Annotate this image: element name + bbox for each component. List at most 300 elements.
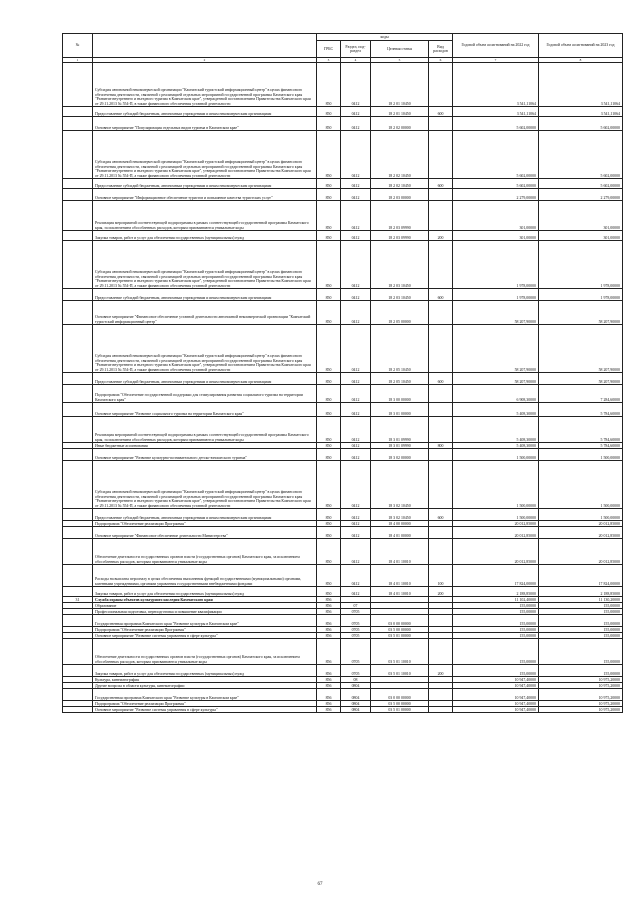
table-row <box>63 403 623 417</box>
cell-num <box>63 417 93 443</box>
cell-v2: 7 284,60000 <box>539 385 623 403</box>
cell-name: Расходы на выплаты персоналу в целях обеспечения выполнения функций государственными (муниципальными) органами, казенными учреждениями, органами управления государственными внебюджетными фондами <box>93 565 317 587</box>
cell-grbs: 850 <box>317 521 341 527</box>
cell-v1: 10 947,40000 <box>453 707 539 713</box>
cell-v1: 3 541,11064 <box>453 107 539 117</box>
cell-name: Субсидия автономной некоммерческой организации "Камчатский туристский информационный центр" в целях финансового обеспечения деятельности, связанной с реализацией отдельных мероприятий государственной программы Камчатского края "Развитие внутреннего и въездного туризма в Камчатском крае", утвержденной постановлением Правительства Камчатского края от 29.11.2013 № 554-П, в также финансового обеспечения уставной деятельности <box>93 63 317 107</box>
cell-name: Предоставление субсидий бюджетным, автономным учреждениям и иным некоммерческим организациям <box>93 289 317 301</box>
colnum: 8 <box>539 58 623 63</box>
cell-csr: 18 2 05 10450 <box>371 325 429 373</box>
cell-grbs: 856 <box>317 633 341 639</box>
cell-v2: 20 012,85000 <box>539 539 623 565</box>
cell-name: Обеспечение деятельности государственных органов власти (государственных органов) Камчатского края, за исключением обособленных расходов, которым присваиваются уникальные коды <box>93 539 317 565</box>
cell-v1: 155,00000 <box>453 609 539 615</box>
cell-name: Основное мероприятие "Развитие системы управления в сфере культуры" <box>93 633 317 639</box>
cell-rz: 0804 <box>341 683 371 689</box>
cell-rz: 0412 <box>341 587 371 597</box>
cell-grbs: 850 <box>317 509 341 521</box>
cell-name: Культура, кинематография <box>93 677 317 683</box>
cell-csr: 18 2 05 10450 <box>371 373 429 385</box>
cell-name: Предоставление субсидий бюджетным, автономным учреждениям и иным некоммерческим организациям <box>93 509 317 521</box>
cell-vr: 600 <box>429 107 453 117</box>
table-row <box>63 373 623 385</box>
cell-grbs: 856 <box>317 627 341 633</box>
cell-rz: 0412 <box>341 461 371 509</box>
cell-name: Государственная программа Камчатского края "Развитие культуры в Камчатском крае" <box>93 615 317 627</box>
cell-grbs: 856 <box>317 707 341 713</box>
colnum: 6 <box>429 58 453 63</box>
cell-csr: 18 3 01 00000 <box>371 403 429 417</box>
cell-csr: 18 2 03 10450 <box>371 241 429 289</box>
cell-rz: 0705 <box>341 615 371 627</box>
cell-name: Основное мероприятие "Развитие системы управления в сфере культуры" <box>93 707 317 713</box>
cell-v1: 1 500,00000 <box>453 461 539 509</box>
cell-rz: 0412 <box>341 131 371 179</box>
cell-v1: 155,00000 <box>453 603 539 609</box>
cell-num <box>63 231 93 241</box>
cell-vr: 100 <box>429 565 453 587</box>
cell-rz: 0412 <box>341 241 371 289</box>
cell-rz: 0412 <box>341 325 371 373</box>
colnum: 7 <box>453 58 539 63</box>
cell-rz: 0412 <box>341 385 371 403</box>
cell-csr: 18 2 03 09990 <box>371 231 429 241</box>
header-codes: коды <box>317 34 453 41</box>
cell-grbs: 856 <box>317 639 341 665</box>
cell-grbs: 850 <box>317 301 341 325</box>
header-row-top <box>63 34 623 41</box>
cell-grbs: 856 <box>317 597 341 603</box>
cell-grbs: 850 <box>317 449 341 461</box>
table-row <box>63 565 623 587</box>
cell-csr: 18 2 03 09990 <box>371 201 429 231</box>
cell-csr: 18 4 01 00000 <box>371 527 429 539</box>
cell-name: Иные бюджетные ассигнования <box>93 443 317 449</box>
cell-num <box>63 527 93 539</box>
cell-num <box>63 241 93 289</box>
cell-v1: 5 602,00000 <box>453 131 539 179</box>
cell-rz: 0412 <box>341 189 371 201</box>
cell-num <box>63 289 93 301</box>
cell-rz: 0412 <box>341 373 371 385</box>
cell-grbs: 850 <box>317 565 341 587</box>
cell-rz: 0412 <box>341 231 371 241</box>
cell-name: Предоставление субсидий бюджетным, автономным учреждениям и иным некоммерческим организациям <box>93 373 317 385</box>
table-row <box>63 417 623 443</box>
cell-num <box>63 131 93 179</box>
cell-v2: 155,00000 <box>539 627 623 633</box>
table-row <box>63 587 623 597</box>
cell-vr <box>429 403 453 417</box>
cell-v2: 1 978,00000 <box>539 289 623 301</box>
cell-v2: 11 130,20000 <box>539 597 623 603</box>
cell-grbs: 850 <box>317 403 341 417</box>
table-row <box>63 131 623 179</box>
header-csr: Целевая статья <box>371 41 429 58</box>
cell-grbs: 850 <box>317 63 341 107</box>
cell-rz: 08 <box>341 677 371 683</box>
cell-v2: 10 975,20000 <box>539 683 623 689</box>
cell-rz: 0412 <box>341 403 371 417</box>
cell-name: Закупка товаров, работ и услуг для обеспечения государственных (муниципальных) нужд <box>93 587 317 597</box>
cell-v2: 10 975,20000 <box>539 677 623 683</box>
cell-name: Субсидия автономной некоммерческой организации "Камчатский туристский информационный центр" в целях финансового обеспечения деятельности, связанной с реализацией отдельных мероприятий государственной программы Камчатского края "Развитие внутреннего и въездного туризма в Камчатском крае", утвержденной постановлением Правительства Камчатского края от 29.11.2013 № 554-П, а также финансового обеспечения уставной деятельности <box>93 241 317 289</box>
cell-vr: 600 <box>429 509 453 521</box>
cell-csr: 18 2 02 10450 <box>371 131 429 179</box>
cell-name: Основное мероприятие "Развитие культурно-познавательного детско-юношеского туризма" <box>93 449 317 461</box>
cell-csr: 18 2 02 10450 <box>371 179 429 189</box>
cell-rz: 0804 <box>341 707 371 713</box>
cell-grbs: 856 <box>317 689 341 701</box>
table-row <box>63 707 623 713</box>
cell-v2: 155,00000 <box>539 609 623 615</box>
cell-v2: 58 207,90000 <box>539 301 623 325</box>
cell-v2: 1 500,00000 <box>539 461 623 509</box>
cell-grbs: 850 <box>317 587 341 597</box>
page-number: 67 <box>317 882 323 887</box>
cell-rz: 07 <box>341 603 371 609</box>
cell-v2: 1 978,00000 <box>539 241 623 289</box>
cell-rz: 0804 <box>341 701 371 707</box>
cell-grbs: 850 <box>317 189 341 201</box>
cell-v1: 17 824,00000 <box>453 565 539 587</box>
cell-v1: 5 602,00000 <box>453 117 539 131</box>
cell-csr: 18 3 02 10450 <box>371 461 429 509</box>
cell-v2: 301,00000 <box>539 201 623 231</box>
header-vr: Вид расходов <box>429 41 453 58</box>
cell-v2: 1 500,00000 <box>539 509 623 521</box>
cell-v2: 58 207,90000 <box>539 373 623 385</box>
cell-v2: 10 975,20000 <box>539 701 623 707</box>
cell-csr: 03 0 00 00000 <box>371 689 429 701</box>
cell-csr: 03 5 00 00000 <box>371 627 429 633</box>
cell-v2: 5 784,60000 <box>539 443 623 449</box>
cell-grbs: 856 <box>317 665 341 677</box>
cell-v1: 58 207,90000 <box>453 301 539 325</box>
cell-grbs: 856 <box>317 701 341 707</box>
cell-rz: 0412 <box>341 509 371 521</box>
cell-v2: 3 541,11064 <box>539 107 623 117</box>
cell-v1: 155,00000 <box>453 615 539 627</box>
cell-v1: 155,00000 <box>453 633 539 639</box>
table-row <box>63 201 623 231</box>
table-row <box>63 461 623 509</box>
table-row <box>63 527 623 539</box>
cell-num <box>63 301 93 325</box>
cell-csr: 18 2 01 10450 <box>371 63 429 107</box>
cell-name: Закупка товаров, работ и услуг для обеспечения государственных (муниципальных) нужд <box>93 231 317 241</box>
cell-v2: 1 500,00000 <box>539 449 623 461</box>
cell-rz: 0412 <box>341 179 371 189</box>
cell-num <box>63 639 93 665</box>
cell-name: Основное мероприятие "Финансовое обеспечение деятельности Министерства" <box>93 527 317 539</box>
cell-name: Основное мероприятие "Финансовое обеспечение уставной деятельности автономной некоммерческой организации "Камчатский туристский информационный центр" <box>93 301 317 325</box>
cell-rz: 0705 <box>341 633 371 639</box>
cell-grbs: 850 <box>317 231 341 241</box>
cell-vr: 600 <box>429 289 453 301</box>
cell-vr: 800 <box>429 443 453 449</box>
header-2022: Годовой объем ассигнований на 2022 год <box>453 34 539 58</box>
cell-grbs: 850 <box>317 179 341 189</box>
cell-v1: 10 947,40000 <box>453 677 539 683</box>
header-razdel: Раздел, под-раздел <box>341 41 371 58</box>
cell-v1: 20 012,85000 <box>453 527 539 539</box>
cell-vr: 200 <box>429 665 453 677</box>
cell-rz: 0705 <box>341 627 371 633</box>
cell-num <box>63 449 93 461</box>
cell-v1: 1 500,00000 <box>453 509 539 521</box>
cell-v2: 155,00000 <box>539 603 623 609</box>
cell-num <box>63 189 93 201</box>
table-row <box>63 325 623 373</box>
cell-name: Основное мероприятие "Развитие социального туризма на территории Камчатского края" <box>93 403 317 417</box>
cell-v1: 10 947,40000 <box>453 683 539 689</box>
cell-num <box>63 107 93 117</box>
header-2023: Годовой объем ассигнований на 2023 год <box>539 34 623 58</box>
cell-num <box>63 403 93 417</box>
cell-v2: 20 012,85000 <box>539 527 623 539</box>
cell-rz: 0412 <box>341 539 371 565</box>
table-row <box>63 189 623 201</box>
cell-grbs: 850 <box>317 107 341 117</box>
cell-csr: 03 5 01 00000 <box>371 707 429 713</box>
table-body <box>63 63 623 713</box>
cell-grbs: 850 <box>317 325 341 373</box>
cell-vr <box>429 131 453 179</box>
cell-rz: 0412 <box>341 107 371 117</box>
cell-grbs: 850 <box>317 289 341 301</box>
cell-v2: 5 602,00000 <box>539 117 623 131</box>
cell-csr: 18 2 02 00000 <box>371 117 429 131</box>
cell-v2: 301,00000 <box>539 231 623 241</box>
cell-num <box>63 179 93 189</box>
cell-vr <box>429 117 453 131</box>
table-row <box>63 509 623 521</box>
cell-grbs: 850 <box>317 527 341 539</box>
cell-v1: 20 012,85000 <box>453 521 539 527</box>
cell-v2: 5 784,60000 <box>539 403 623 417</box>
cell-rz: 0412 <box>341 301 371 325</box>
cell-v2: 2 188,85000 <box>539 587 623 597</box>
cell-grbs: 856 <box>317 683 341 689</box>
cell-v1: 5 408,30000 <box>453 417 539 443</box>
cell-v1: 301,00000 <box>453 201 539 231</box>
cell-v1: 155,00000 <box>453 627 539 633</box>
cell-num <box>63 509 93 521</box>
cell-rz: 0412 <box>341 201 371 231</box>
cell-grbs: 850 <box>317 385 341 403</box>
cell-vr: 600 <box>429 179 453 189</box>
cell-v2: 5 602,00000 <box>539 131 623 179</box>
table-row <box>63 639 623 665</box>
cell-vr: 200 <box>429 587 453 597</box>
cell-vr <box>429 385 453 403</box>
cell-v1: 6 908,30000 <box>453 385 539 403</box>
cell-v2: 58 207,90000 <box>539 325 623 373</box>
cell-v1: 301,00000 <box>453 231 539 241</box>
cell-v2: 155,00000 <box>539 665 623 677</box>
table-row <box>63 63 623 107</box>
cell-grbs: 850 <box>317 373 341 385</box>
cell-name: Предоставление субсидий бюджетным, автономным учреждениям и иным некоммерческим организациям <box>93 107 317 117</box>
colnum: 5 <box>371 58 429 63</box>
cell-grbs: 850 <box>317 443 341 449</box>
cell-name: Подпрограмма "Обеспечение государственной поддержки для стимулирования развития социального туризма на территории Камчатского края" <box>93 385 317 403</box>
cell-vr <box>429 241 453 289</box>
cell-vr <box>429 689 453 701</box>
cell-vr: 200 <box>429 231 453 241</box>
colnum: 3 <box>317 58 341 63</box>
cell-name: Профессиональная подготовка, переподготовка и повышение квалификации <box>93 609 317 615</box>
cell-csr: 03 5 01 00000 <box>371 633 429 639</box>
cell-v2: 5 602,00000 <box>539 179 623 189</box>
table-row <box>63 301 623 325</box>
table-row <box>63 689 623 701</box>
cell-grbs: 850 <box>317 201 341 231</box>
cell-num <box>63 587 93 597</box>
colnum: 4 <box>341 58 371 63</box>
cell-grbs: 850 <box>317 461 341 509</box>
cell-vr <box>429 615 453 627</box>
cell-rz: 0412 <box>341 565 371 587</box>
cell-csr: 18 2 05 00000 <box>371 301 429 325</box>
cell-name: Субсидия автономной некоммерческой организации "Камчатский туристский информационный центр" в целях финансового обеспечения деятельности, связанной с реализацией отдельных мероприятий государственной программы Камчатского края "Развитие внутреннего и въездного туризма в Камчатском крае", утвержденной постановлением Правительства Камчатского края от 29.11.2013 № 554-П, а также финансового обеспечения уставной деятельности <box>93 461 317 509</box>
cell-grbs: 850 <box>317 539 341 565</box>
table-row <box>63 449 623 461</box>
cell-v1: 58 207,90000 <box>453 373 539 385</box>
cell-num <box>63 461 93 509</box>
cell-vr <box>429 417 453 443</box>
cell-vr <box>429 189 453 201</box>
cell-rz: 0412 <box>341 449 371 461</box>
cell-csr: 18 4 01 10010 <box>371 539 429 565</box>
cell-v1: 20 012,85000 <box>453 539 539 565</box>
cell-rz: 0412 <box>341 521 371 527</box>
cell-v2: 5 784,60000 <box>539 417 623 443</box>
cell-name: Подпрограмма "Обеспечение реализации Программы" <box>93 627 317 633</box>
cell-rz: 0705 <box>341 639 371 665</box>
cell-num <box>63 325 93 373</box>
cell-v1: 155,00000 <box>453 665 539 677</box>
cell-grbs: 850 <box>317 241 341 289</box>
cell-vr <box>429 539 453 565</box>
cell-v2: 3 541,11064 <box>539 63 623 107</box>
cell-csr: 03 5 00 00000 <box>371 701 429 707</box>
cell-num <box>63 689 93 701</box>
cell-vr <box>429 301 453 325</box>
cell-name: Основное мероприятие "Популяризация отдельных видов туризма в Камчатском крае" <box>93 117 317 131</box>
cell-v1: 155,00000 <box>453 639 539 665</box>
cell-rz: 0412 <box>341 417 371 443</box>
header-grbs: ГРБС <box>317 41 341 58</box>
cell-v2: 155,00000 <box>539 615 623 627</box>
cell-name: Подпрограмма "Обеспечение реализации Программы" <box>93 521 317 527</box>
cell-csr: 18 3 01 09990 <box>371 417 429 443</box>
cell-num <box>63 615 93 627</box>
colnum: 2 <box>93 58 317 63</box>
cell-v1: 3 541,11064 <box>453 63 539 107</box>
cell-csr: 18 3 02 10450 <box>371 509 429 521</box>
cell-v1: 1 978,00000 <box>453 289 539 301</box>
cell-rz: 0705 <box>341 665 371 677</box>
cell-csr: 18 3 01 09990 <box>371 443 429 449</box>
cell-csr: 18 3 02 00000 <box>371 449 429 461</box>
table-row <box>63 231 623 241</box>
cell-v2: 2 279,00000 <box>539 189 623 201</box>
cell-grbs: 850 <box>317 131 341 179</box>
cell-num <box>63 539 93 565</box>
cell-v2: 17 824,00000 <box>539 565 623 587</box>
cell-v2: 20 012,85000 <box>539 521 623 527</box>
cell-v1: 2 188,85000 <box>453 587 539 597</box>
cell-csr: 03 5 01 10010 <box>371 639 429 665</box>
table-row <box>63 665 623 677</box>
cell-v2: 155,00000 <box>539 639 623 665</box>
cell-vr <box>429 707 453 713</box>
cell-vr <box>429 461 453 509</box>
cell-grbs: 850 <box>317 117 341 131</box>
cell-vr <box>429 639 453 665</box>
cell-name: Закупка товаров, работ и услуг для обеспечения государственных (муниципальных) нужд <box>93 665 317 677</box>
table-row <box>63 539 623 565</box>
cell-vr: 600 <box>429 373 453 385</box>
cell-csr: 18 4 00 00000 <box>371 521 429 527</box>
cell-vr <box>429 325 453 373</box>
budget-table <box>62 33 623 713</box>
cell-vr <box>429 201 453 231</box>
cell-name: Государственная программа Камчатского края "Развитие культуры в Камчатском крае" <box>93 689 317 701</box>
cell-name: Обеспечение деятельности государственных органов власти (государственных органов) Камчатского края, за исключением обособленных расходов, которым присваиваются уникальные коды <box>93 639 317 665</box>
table-row <box>63 289 623 301</box>
cell-v1: 5 408,30000 <box>453 443 539 449</box>
cell-num <box>63 117 93 131</box>
cell-name: Субсидия автономной некоммерческой организации "Камчатский туристский информационный центр" в целях финансового обеспечения деятельности, связанной с реализацией отдельных мероприятий государственной программы Камчатского края "Развитие внутреннего и въездного туризма в Камчатском крае", утвержденной постановлением Правительства Камчатского края от 29.11.2013 № 554-П, а также финансового обеспечения уставной деятельности <box>93 131 317 179</box>
cell-csr: 03 0 00 00000 <box>371 615 429 627</box>
table-row <box>63 107 623 117</box>
cell-v1: 11 102,40000 <box>453 597 539 603</box>
cell-name: Субсидия автономной некоммерческой организации "Камчатский туристский информационный центр" в целях финансового обеспечения деятельности, связанной с реализацией отдельных мероприятий государственной программы Камчатского края "Развитие внутреннего и въездного туризма в Камчатском крае", утвержденной постановлением Правительства Камчатского края от 29.11.2013 № 554-П, а также финансового обеспечения уставной деятельности <box>93 325 317 373</box>
cell-v1: 10 947,40000 <box>453 689 539 701</box>
cell-name: Реализация мероприятий соответствующей подпрограммы в рамках соответствующей государственной программы Камчатского края, за исключением обособленных расходов, которым присваиваются уникальные коды <box>93 417 317 443</box>
cell-num <box>63 707 93 713</box>
cell-num <box>63 385 93 403</box>
cell-grbs: 856 <box>317 603 341 609</box>
cell-grbs: 850 <box>317 417 341 443</box>
cell-rz: 0412 <box>341 117 371 131</box>
cell-num: 31 <box>63 597 93 603</box>
cell-csr: 18 2 03 10450 <box>371 289 429 301</box>
cell-rz: 0412 <box>341 63 371 107</box>
cell-name: Другие вопросы в области культуры, кинематографии <box>93 683 317 689</box>
table-row <box>63 385 623 403</box>
cell-csr: 18 2 01 10450 <box>371 107 429 117</box>
cell-v1: 5 602,00000 <box>453 179 539 189</box>
cell-grbs: 856 <box>317 609 341 615</box>
cell-rz: 0412 <box>341 443 371 449</box>
cell-name: Образование <box>93 603 317 609</box>
cell-name: Реализация мероприятий соответствующей подпрограммы в рамках соответствующей государственной программы Камчатского края, за исключением обособленных расходов, которым присваиваются уникальные коды <box>93 201 317 231</box>
cell-rz: 0804 <box>341 689 371 701</box>
header-num: № <box>63 34 93 58</box>
cell-grbs: 856 <box>317 677 341 683</box>
cell-vr <box>429 63 453 107</box>
cell-v1: 58 207,90000 <box>453 325 539 373</box>
cell-grbs: 856 <box>317 615 341 627</box>
cell-v1: 5 408,30000 <box>453 403 539 417</box>
cell-rz: 0412 <box>341 289 371 301</box>
table-row <box>63 179 623 189</box>
cell-vr <box>429 527 453 539</box>
